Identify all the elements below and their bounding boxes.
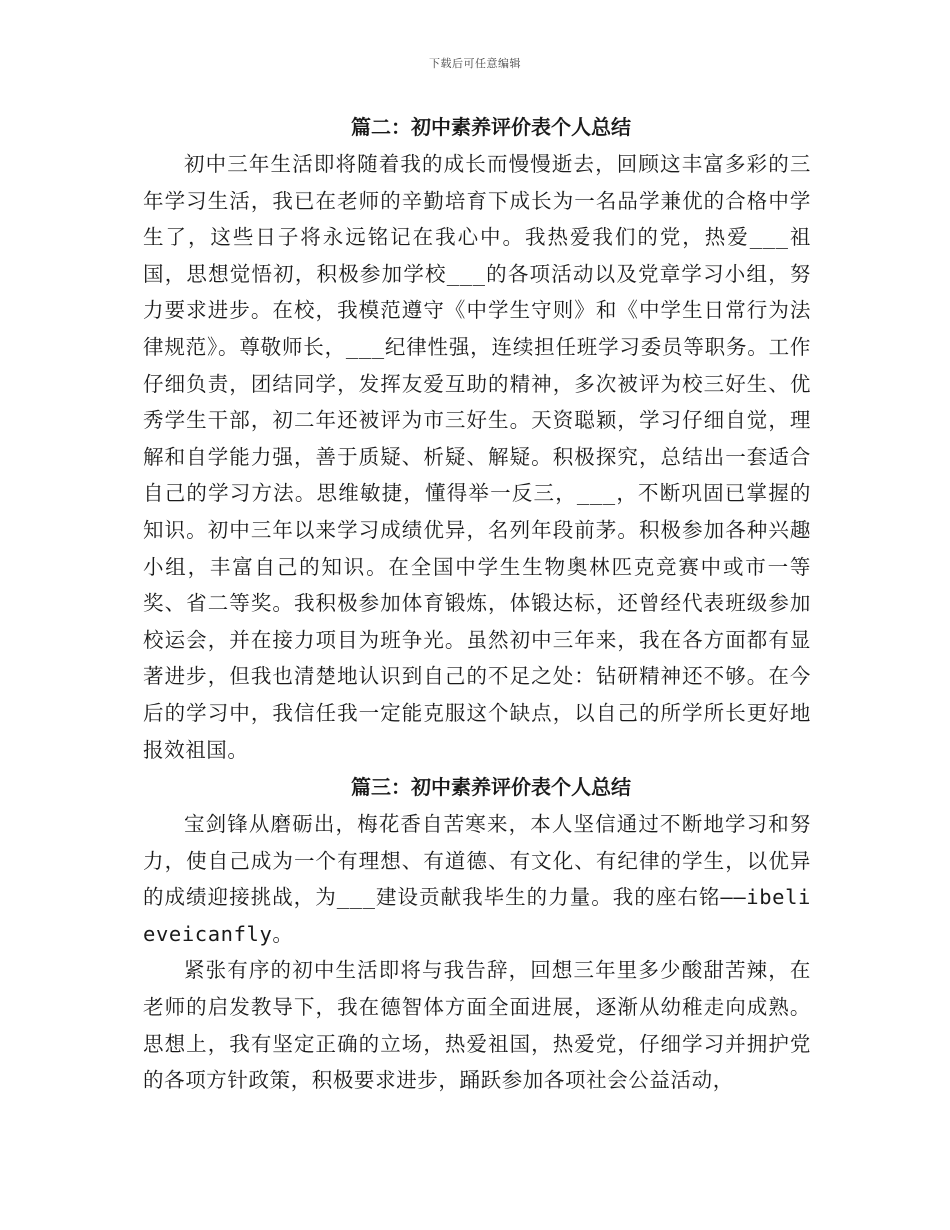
section-3 xyxy=(143,768,811,1099)
section-title: 篇二：初中素养评价表个人总结 xyxy=(351,115,631,139)
paragraph: 宝剑锋从磨砺出，梅花香自苦寒来，本人坚信通过不断地学习和努力，使自己成为一个有理想、有道德、有文化、有纪律的学生，以优异的成绩迎接挑战，为___建设贡献我毕生的力量。我的座右铭——ibelieveicanfly。 xyxy=(143,812,811,946)
paragraph: 初中三年生活即将随着我的成长而慢慢逝去，回顾这丰富多彩的三年学习生活，我已在老师的辛勤培育下成长为一名品学兼优的合格中学生了，这些日子将永远铭记在我心中。我热爱我们的党，热爱___祖国，思想觉悟初，积极参加学校___的各项活动以及党章学习小组，努力要求进步。在校，我模范遵守《中学生守则》和《中学生日常行为法律规范》。尊敬师长，___纪律性强，连续担任班学习委员等职务。工作仔细负责，团结同学，发挥友爱互助的精神，多次被评为校三好生、优秀学生干部，初二年还被评为市三好生。天资聪颖，学习仔细自觉，理解和自学能力强，善于质疑、析疑、解疑。积极探究，总结出一套适合自己的学习方法。思维敏捷，懂得举一反三，___，不断巩固已掌握的知识。初中三年以来学习成绩优异，名列年段前茅。积极参加各种兴趣小组，丰富自己的知识。在全国中学生生物奥林匹克竞赛中或市一等奖、省二等奖。我积极参加体育锻炼，体锻达标，还曾经代表班级参加校运会，并在接力项目为班争光。虽然初中三年来，我在各方面都有显著进步，但我也清楚地认识到自己的不足之处：钻研精神还不够。在今后的学习中，我信任我一定能克服这个缺点，以自己的所学所长更好地报效祖国。 xyxy=(143,152,811,762)
paragraph: 紧张有序的初中生活即将与我告辞，回想三年里多少酸甜苦辣，在老师的启发教导下，我在德智体方面全面进展，逐渐从幼稚走向成熟。思想上，我有坚定正确的立场，热爱祖国，热爱党，仔细学习并拥护党的各项方针政策，积极要求进步，踊跃参加各项社会公益活动， xyxy=(143,958,811,1093)
header-note: 下载后可任意编辑 xyxy=(429,57,521,70)
section-2 xyxy=(143,108,811,768)
section-title: 篇三：初中素养评价表个人总结 xyxy=(351,775,631,800)
document-body xyxy=(143,108,811,1099)
